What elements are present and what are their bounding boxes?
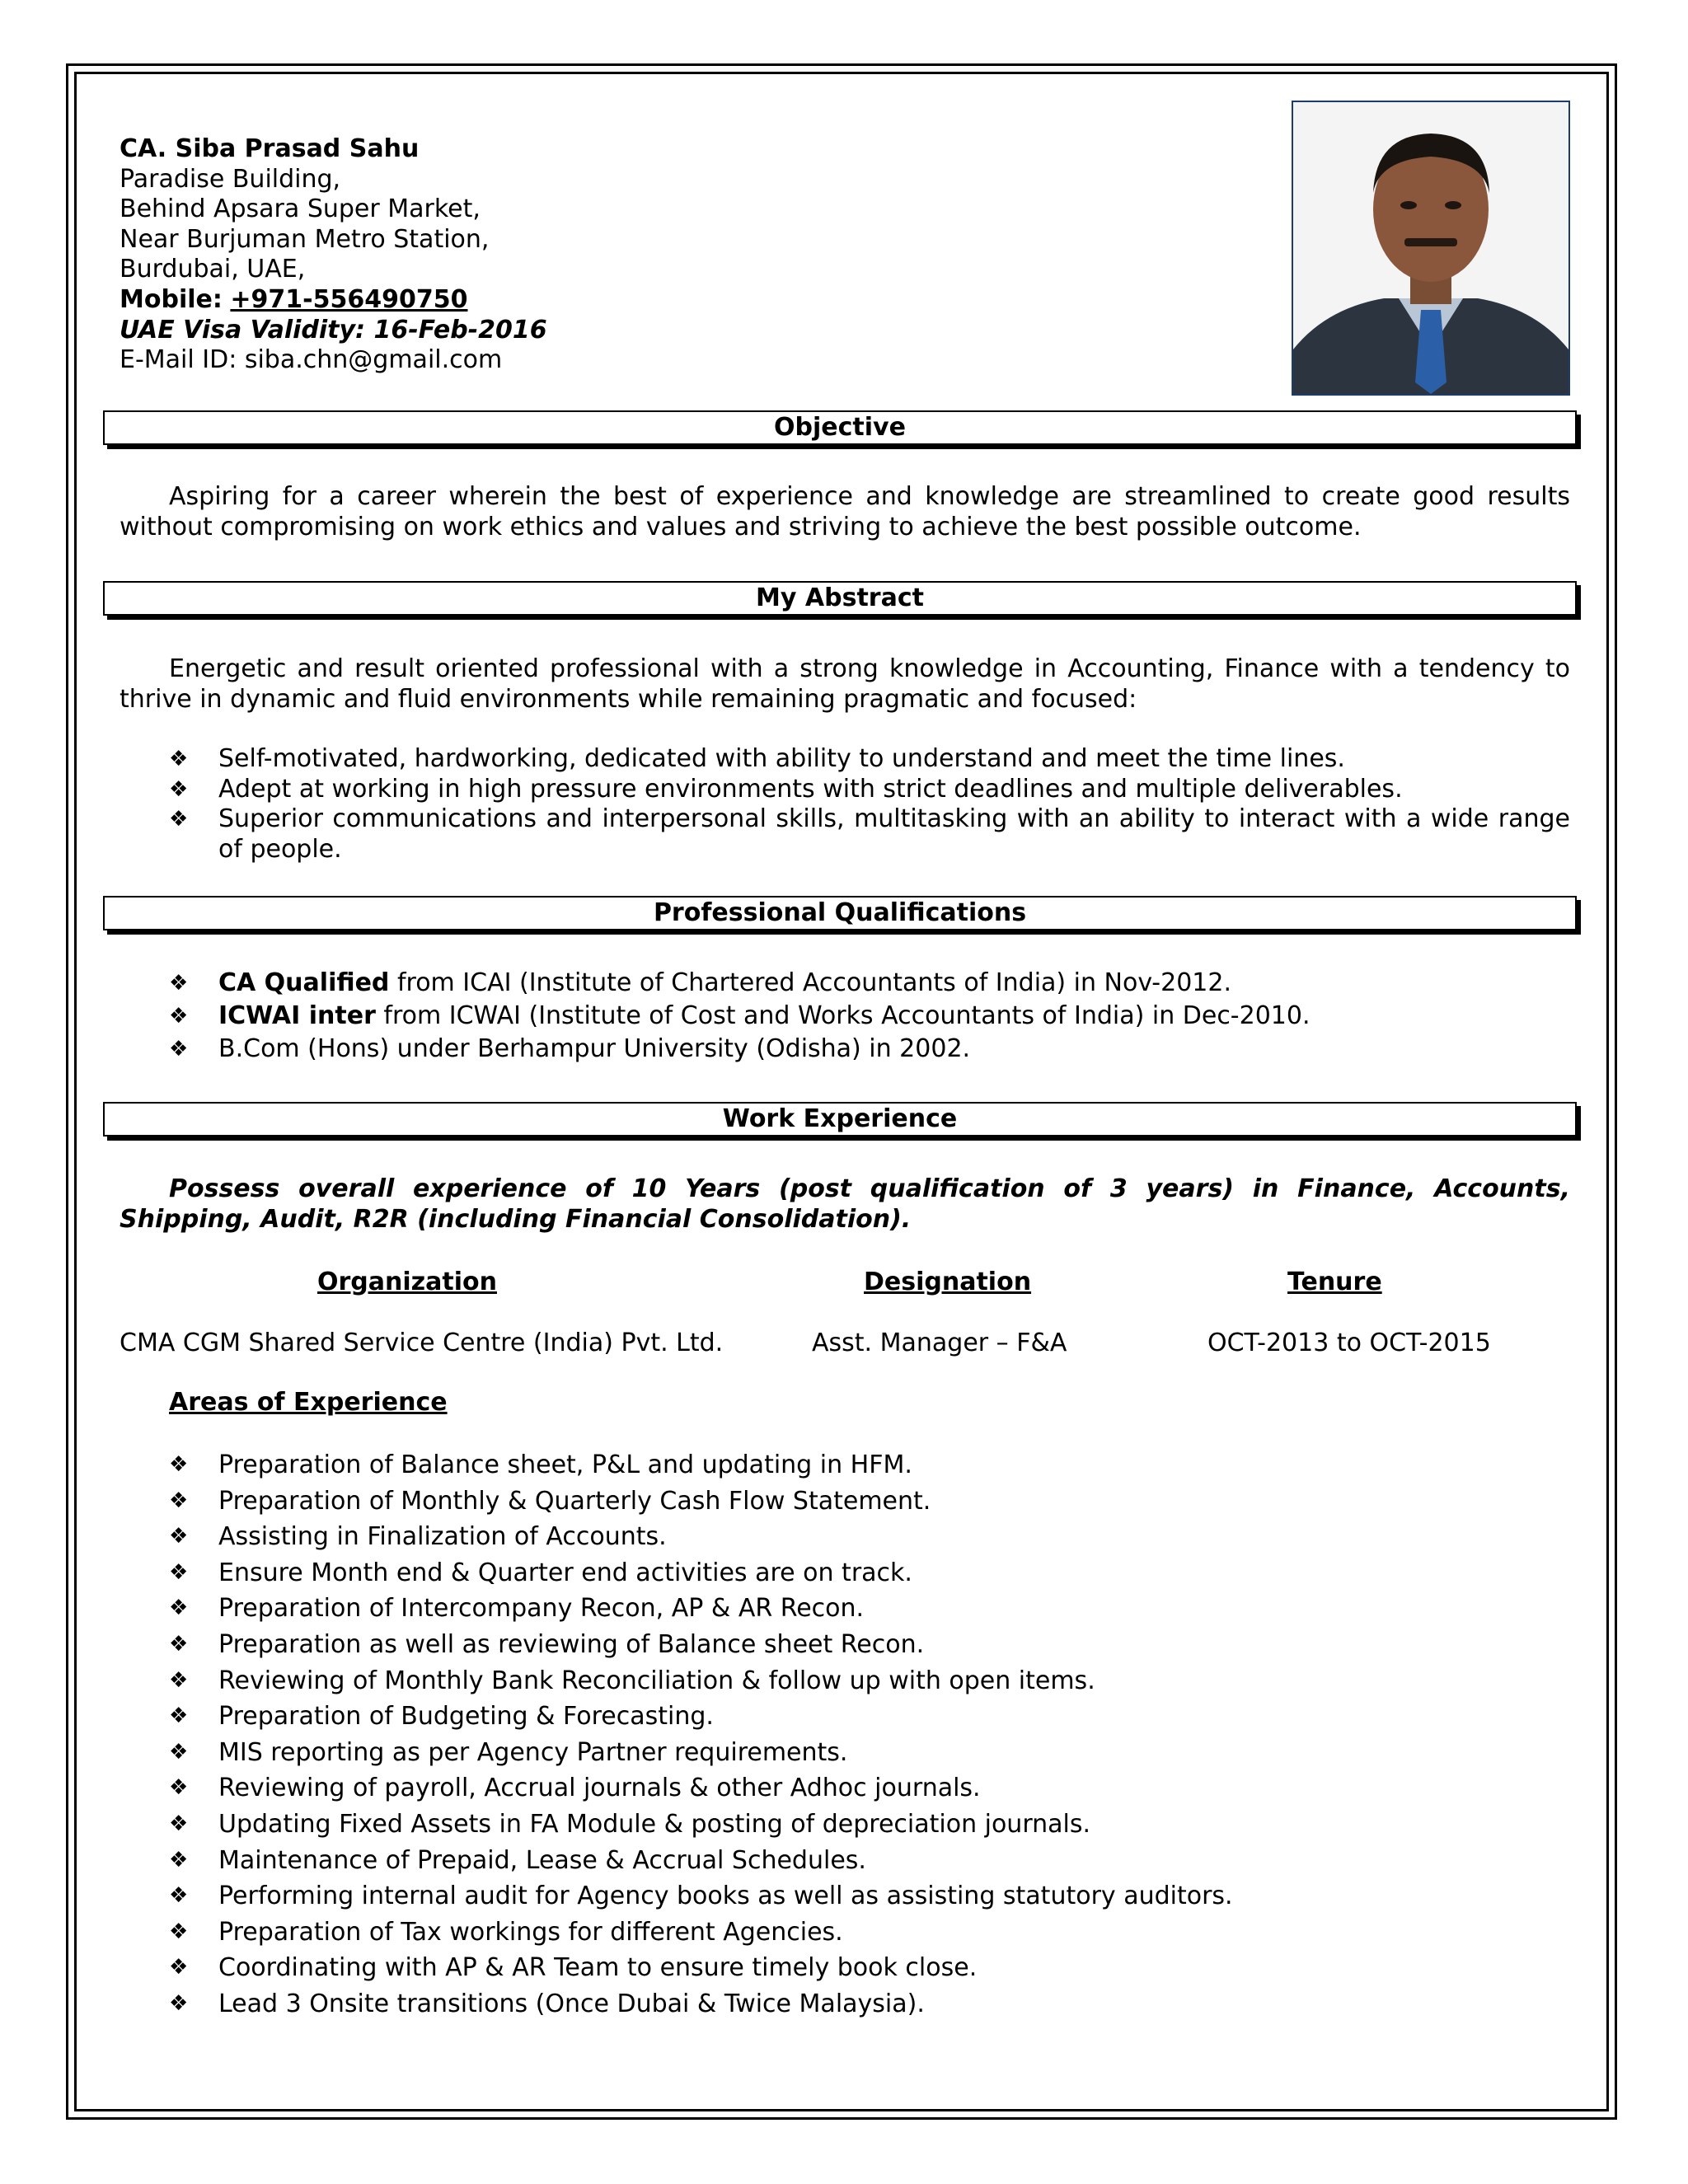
list-item: ❖ Lead 3 Onsite transitions (Once Dubai & Twice Malaysia).	[169, 1989, 925, 2018]
list-item: ❖ B.Com (Hons) under Berhampur University (Odisha) in 2002.	[169, 1034, 971, 1063]
mobile-label: Mobile:	[120, 284, 223, 314]
visa-validity: UAE Visa Validity: 16-Feb-2016	[120, 315, 547, 344]
list-item: ❖ Assisting in Finalization of Accounts.	[169, 1522, 667, 1552]
list-item: ❖ Preparation of Balance sheet, P&L and updating in HFM.	[169, 1451, 912, 1479]
designation-cell: Asst. Manager – F&A	[812, 1329, 1067, 1357]
email-line: E-Mail ID: siba.chn@gmail.com	[120, 345, 503, 375]
list-item: ❖ Performing internal audit for Agency books as well as assisting statutory auditors.	[169, 1882, 1233, 1911]
column-header-designation: Designation	[864, 1268, 1032, 1296]
column-header-organization: Organization	[317, 1268, 497, 1296]
list-item: ❖ Ensure Month end & Quarter end activities are on track.	[169, 1558, 912, 1587]
list-item: ❖ CA Qualified from ICAI (Institute of Chartered Accountants of India) in Nov-2012.	[169, 968, 1232, 997]
section-header-experience: Work Experience	[103, 1102, 1577, 1137]
organization-cell: CMA CGM Shared Service Centre (India) Pvt. Ltd.	[120, 1329, 724, 1357]
list-item: ❖ Adept at working in high pressure environments with strict deadlines and multiple deliverables.	[169, 774, 1403, 804]
list-item: ❖ MIS reporting as per Agency Partner requirements.	[169, 1737, 848, 1767]
address-line: Burdubai, UAE,	[120, 255, 306, 284]
list-item: ❖ Preparation of Intercompany Recon, AP & AR Recon.	[169, 1594, 865, 1624]
areas-list	[169, 1447, 1570, 2022]
experience-summary: Possess overall experience of 10 Years (post qualification of 3 years) in Finance, Accounts, Shipping, Audit, R2R (including Financial Consolidation).	[120, 1174, 1570, 1234]
mobile-line	[120, 285, 547, 316]
list-item: ❖ Preparation of Budgeting & Forecasting.	[169, 1702, 714, 1732]
address-line: Near Burjuman Metro Station,	[120, 224, 490, 254]
list-item: ❖ Superior communications and interpersonal skills, multitasking with an ability to interact with a wide range of people.	[169, 804, 1570, 864]
profile-photo	[1292, 101, 1570, 396]
list-item: ❖ Coordinating with AP & AR Team to ensure timely book close.	[169, 1953, 978, 1983]
candidate-name: CA. Siba Prasad Sahu	[120, 134, 420, 163]
list-item: ❖ Self-motivated, hardworking, dedicated with ability to understand and meet the time lines.	[169, 744, 1345, 773]
list-item: ❖ ICWAI inter from ICWAI (Institute of Cost and Works Accountants of India) in Dec-2010.	[169, 1001, 1311, 1030]
list-item: ❖ Maintenance of Prepaid, Lease & Accrual Schedules.	[169, 1845, 866, 1875]
tenure-cell: OCT-2013 to OCT-2015	[1207, 1329, 1491, 1357]
address-line: Paradise Building,	[120, 164, 341, 194]
section-header-objective: Objective	[103, 410, 1577, 445]
column-header-tenure: Tenure	[1287, 1268, 1382, 1296]
areas-heading: Areas of Experience	[169, 1388, 448, 1417]
section-header-abstract: My Abstract	[103, 581, 1577, 616]
list-item: ❖ Reviewing of payroll, Accrual journals & other Adhoc journals.	[169, 1774, 981, 1803]
list-item: ❖ Preparation of Tax workings for different Agencies.	[169, 1917, 843, 1947]
qualification-list	[169, 967, 1570, 1066]
list-item: ❖ Updating Fixed Assets in FA Module & posting of depreciation journals.	[169, 1809, 1091, 1839]
mobile-number: +971-556490750	[230, 284, 468, 314]
address-line: Behind Apsara Super Market,	[120, 194, 481, 224]
list-item: ❖ Preparation of Monthly & Quarterly Cash Flow Statement.	[169, 1486, 931, 1516]
abstract-text: Energetic and result oriented professional with a strong knowledge in Accounting, Finance with a tendency to thrive in dynamic and fluid environments while remaining pragmatic and focused:	[120, 654, 1570, 714]
section-header-qualifications: Professional Qualifications	[103, 896, 1577, 930]
abstract-bullet-list	[169, 744, 1570, 865]
portrait-image	[1293, 102, 1568, 394]
objective-text: Aspiring for a career wherein the best of experience and knowledge are streamlined to create good results without compromising on work ethics and values and striving to achieve the best possible outcome.	[120, 482, 1570, 541]
contact-block	[120, 134, 547, 376]
list-item: ❖ Reviewing of Monthly Bank Reconciliation & follow up with open items.	[169, 1666, 1095, 1695]
list-item: ❖ Preparation as well as reviewing of Balance sheet Recon.	[169, 1629, 925, 1659]
